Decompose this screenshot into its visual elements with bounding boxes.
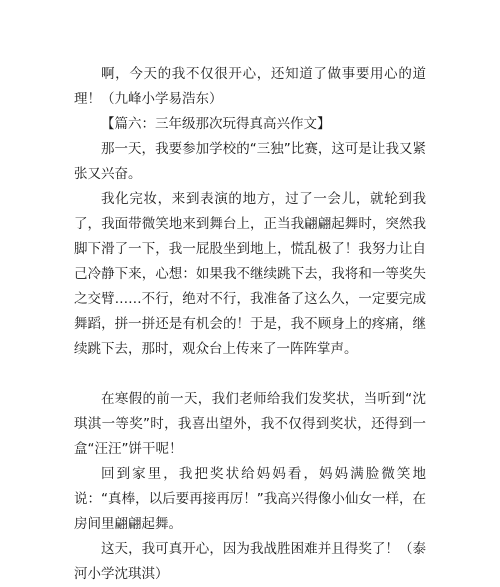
paragraph-home: 回到家里，我把奖状给妈妈看，妈妈满脸微笑地说：“真棒，以后要再接再厉！”我高兴得像小仙女一样，在房间里翩翩起舞。	[74, 466, 426, 532]
paragraph-performance: 我化完妆，来到表演的地方，过了一会儿，就轮到我了，我面带微笑地来到舞台上，正当我翩翩起舞时，突然我脚下滑了一下，我一屁股坐到地上，慌乱极了！我努力让自己冷静下来，心想：如果我不继续跳下去，我将和一等奖失之交臂……不行，绝对不行，我准备了这么久，一定要完成舞蹈，拼一拼还是有机会的！于是，我不顾身上的疼痛，继续跳下去，那时，观众台上传来了一阵阵掌声。	[74, 191, 426, 357]
section-heading: 【篇六：三年级那次玩得真高兴作文】	[101, 116, 331, 132]
paragraph-closing-1: 啊，今天的我不仅很开心，还知道了做事要用心的道理！（九峰小学易浩东）	[74, 66, 426, 107]
paragraph-intro: 那一天，我要参加学校的“三独”比赛，这可是让我又紧张又兴奋。	[74, 141, 426, 182]
paragraph-gap	[74, 362, 426, 387]
paragraph-award: 在寒假的前一天，我们老师给我们发奖状，当听到“沈琪淇一等奖”时，我喜出望外，我不仅得到奖状，还得到一盒“汪汪”饼干呢！	[74, 391, 426, 457]
paragraph-closing-2: 这天，我可真开心，因为我战胜困难并且得奖了！（泰河小学沈琪淇）	[74, 541, 426, 582]
